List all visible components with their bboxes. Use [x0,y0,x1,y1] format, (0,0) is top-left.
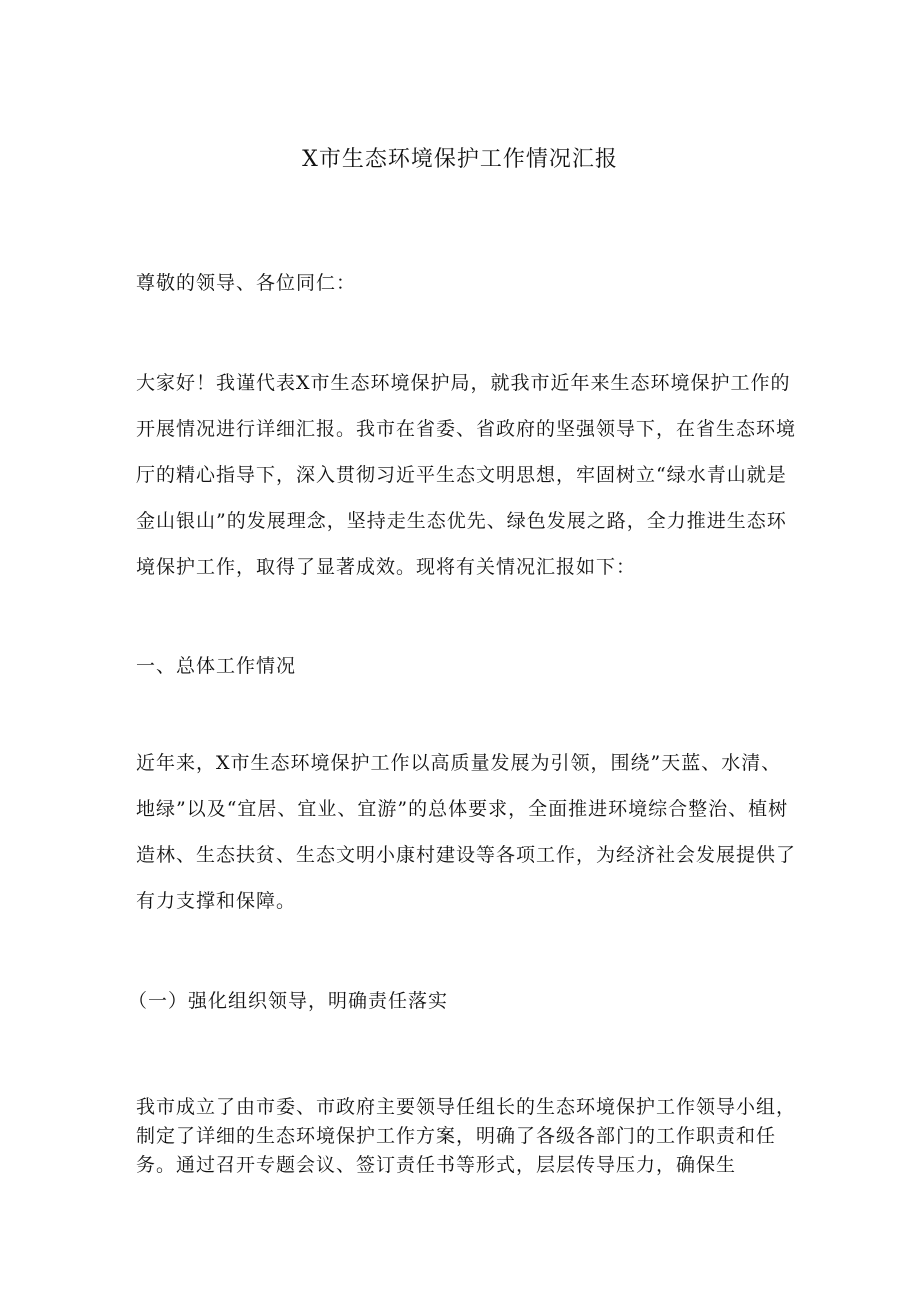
section-heading-overall: 一、总体工作情况 [136,655,297,677]
document-title: X市生态环境保护工作情况汇报 [302,147,618,172]
subsection-leadership-paragraph: 我市成立了由市委、市政府主要领导任组长的生态环境保护工作领导小组，制定了详细的生态环境保护工作方案，明确了各级各部门的工作职责和任务。通过召开专题会议、签订责任书等形式，层层传导压力，确保生 [136,1096,797,1176]
intro-paragraph: 大家好！我谨代表X市生态环境保护局，就我市近年来生态环境保护工作的开展情况进行详细汇报。我市在省委、省政府的坚强领导下，在省生态环境厅的精心指导下，深入贯彻习近平生态文明思想，牢固树立“绿水青山就是金山银山”的发展理念，坚持走生态优先、绿色发展之路，全力推进生态环境保护工作，取得了显著成效。现将有关情况汇报如下： [136,372,797,578]
greeting-line: 尊敬的领导、各位同仁： [136,272,357,294]
subsection-heading-leadership: （一）强化组织领导，明确责任落实 [128,990,449,1012]
section-overall-paragraph: 近年来，X市生态环境保护工作以高质量发展为引领，围绕”天蓝、水清、地绿”以及“宜居、宜业、宜游”的总体要求，全面推进环境综合整治、植树造林、生态扶贫、生态文明小康村建设等各项工作，为经济社会发展提供了有力支撑和保障。 [136,752,797,912]
